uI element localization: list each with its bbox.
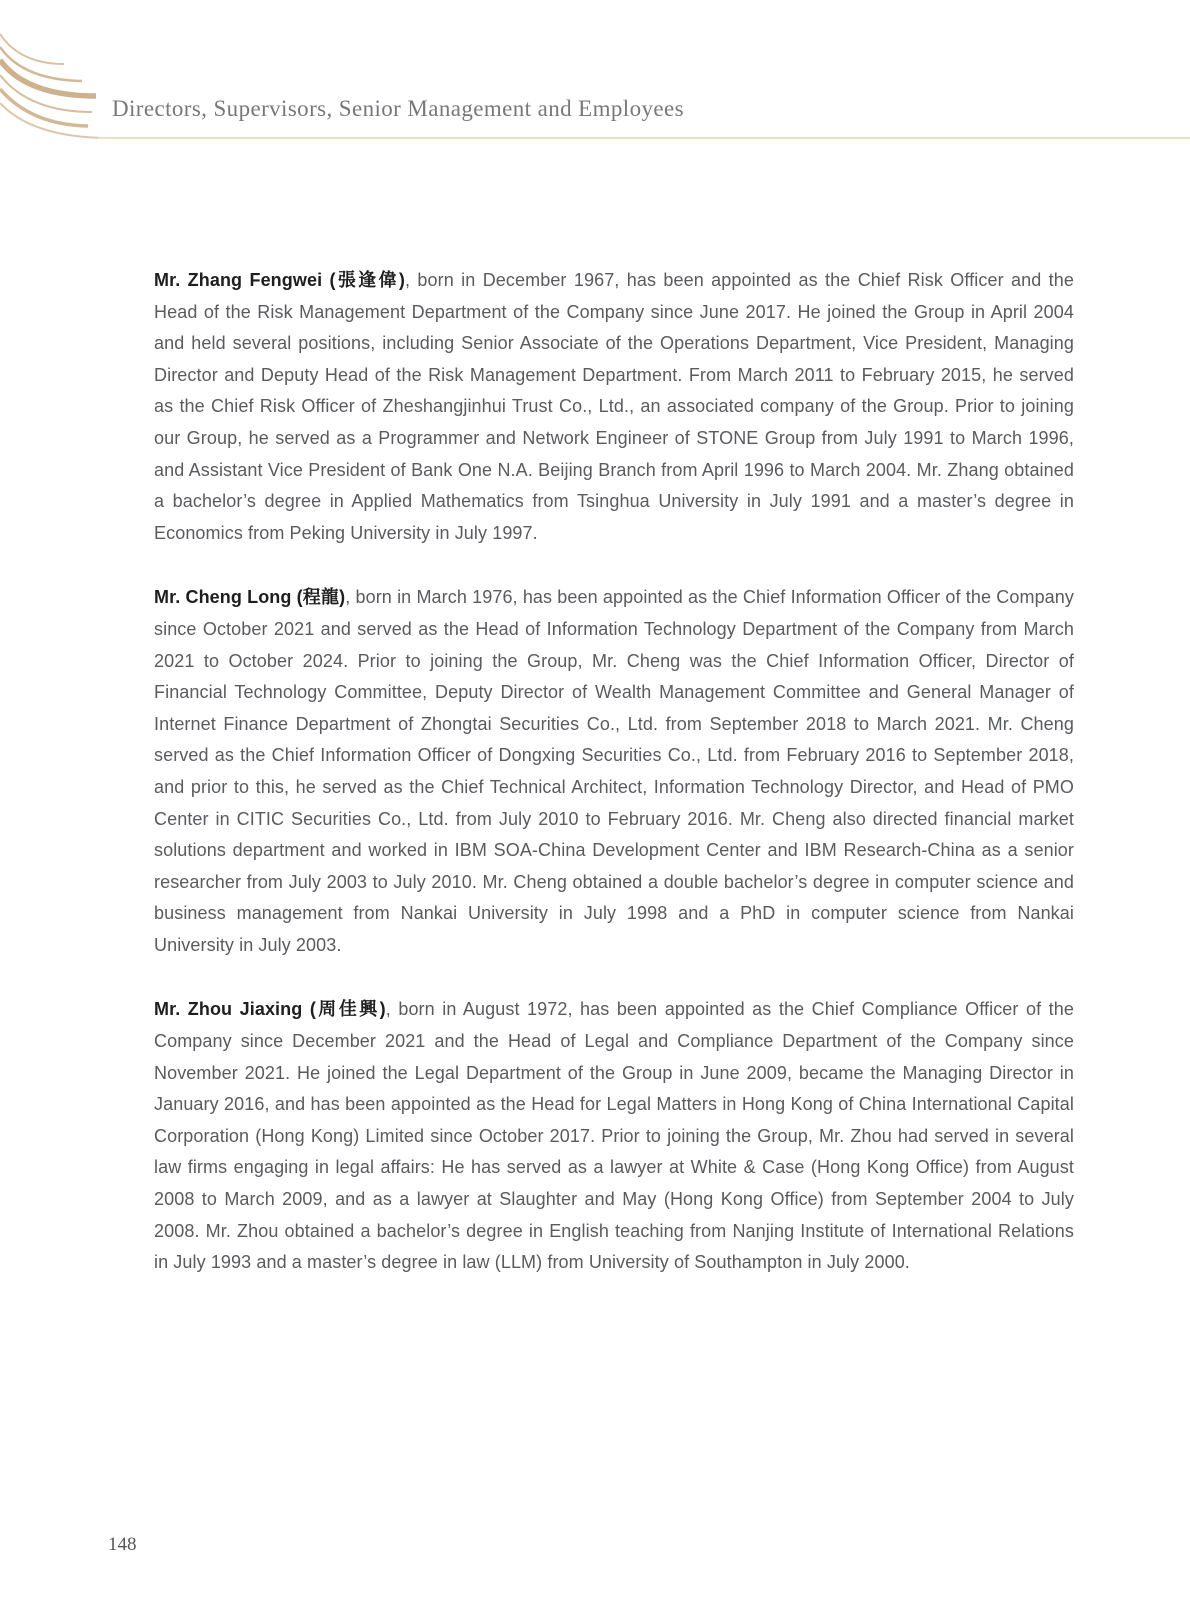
bio-text-cheng-long: , born in March 1976, has been appointed as the Chief Information Officer of the Company since October 2021 and served as the Head of Information Technology Department of the Company from March 2021 to October 2024. Prior to joining the Group, Mr. Cheng was the Chief Information Officer, Director of Financial Technology Committee, Deputy Director of Wealth Management Committee and General Manager of Internet Finance Department of Zhongtai Securities Co., Ltd. from September 2018 to March 2021. Mr. Cheng served as the Chief Information Officer of Dongxing Securities Co., Ltd. from February 2016 to September 2018, and prior to this, he served as the Chief Technical Architect, Information Technology Director, and Head of PMO Center in CITIC Securities Co., Ltd. from July 2010 to February 2016. Mr. Cheng also directed financial market solutions department and worked in IBM SOA-China Development Center and IBM Research-China as a senior researcher from July 2003 to July 2010. Mr. Cheng obtained a double bachelor’s degree in computer science and business management from Nankai University in July 1998 and a PhD in computer science from Nankai University in July 2003. bbox=[154, 587, 1074, 955]
bio-paragraph-zhou-jiaxing bbox=[154, 994, 1074, 1278]
header-rule bbox=[98, 137, 1190, 139]
person-name-zhou-jiaxing: Mr. Zhou Jiaxing (周佳興) bbox=[154, 999, 386, 1020]
bio-text-zhang-fengwei: , born in December 1967, has been appointed as the Chief Risk Officer and the Head of the Risk Management Department of the Company since June 2017. He joined the Group in April 2004 and held several positions, including Senior Associate of the Operations Department, Vice President, Managing Director and Deputy Head of the Risk Management Department. From March 2011 to February 2015, he served as the Chief Risk Officer of Zheshangjinhui Trust Co., Ltd., an associated company of the Group. Prior to joining our Group, he served as a Programmer and Network Engineer of STONE Group from July 1991 to March 1996, and Assistant Vice President of Bank One N.A. Beijing Branch from April 1996 to March 2004. Mr. Zhang obtained a bachelor’s degree in Applied Mathematics from Tsinghua University in July 1991 and a master’s degree in Economics from Peking University in July 1997. bbox=[154, 270, 1074, 543]
bio-text-zhou-jiaxing: , born in August 1972, has been appointed as the Chief Compliance Officer of the Company since December 2021 and the Head of Legal and Compliance Department of the Company since November 2021. He joined the Legal Department of the Group in June 2009, became the Managing Director in January 2016, and has been appointed as the Head for Legal Matters in Hong Kong of China International Capital Corporation (Hong Kong) Limited since October 2017. Prior to joining the Group, Mr. Zhou had served in several law firms engaging in legal affairs: He has served as a lawyer at White & Case (Hong Kong Office) from August 2008 to March 2009, and as a lawyer at Slaughter and May (Hong Kong Office) from September 2004 to July 2008. Mr. Zhou obtained a bachelor’s degree in English teaching from Nanjing Institute of International Relations in July 1993 and a master’s degree in law (LLM) from University of Southampton in July 2000. bbox=[154, 999, 1074, 1273]
content-area bbox=[154, 265, 1074, 1279]
person-name-cheng-long: Mr. Cheng Long (程龍) bbox=[154, 587, 346, 608]
page-title: Directors, Supervisors, Senior Management and Employees bbox=[112, 96, 684, 121]
person-name-zhang-fengwei: Mr. Zhang Fengwei (張逢偉) bbox=[154, 270, 405, 290]
bio-paragraph-cheng-long bbox=[154, 582, 1074, 961]
page-number: 148 bbox=[108, 1534, 137, 1555]
bio-paragraph-zhang-fengwei bbox=[154, 265, 1074, 549]
swoosh-decoration bbox=[0, 0, 130, 150]
